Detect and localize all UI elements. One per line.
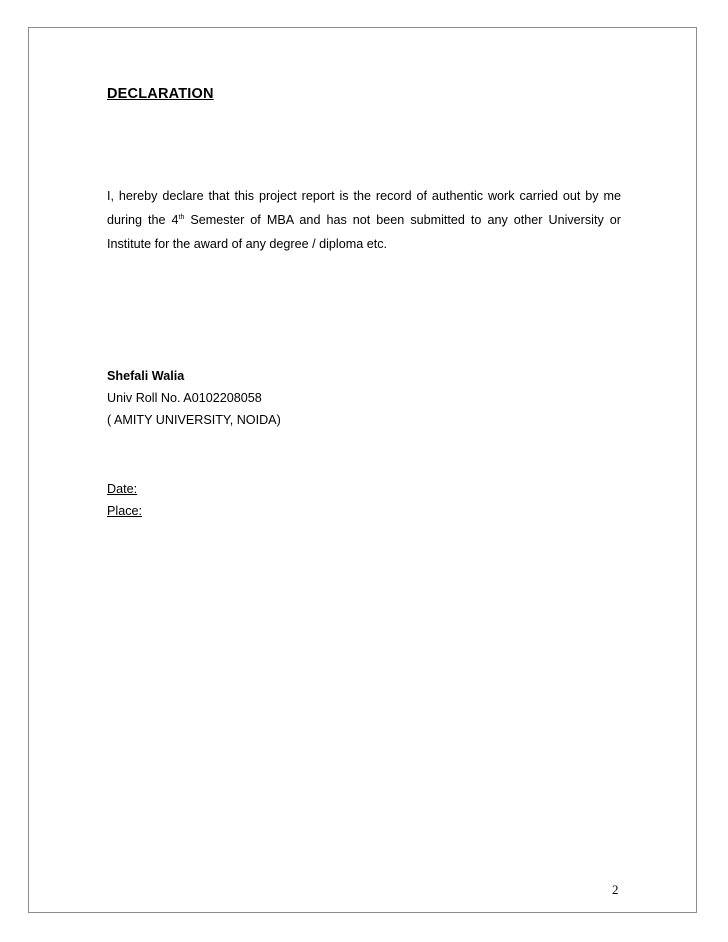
paragraph-line-2-start: during the 4 <box>107 213 179 227</box>
ordinal-suffix: th <box>178 213 185 221</box>
page-title: DECLARATION <box>107 86 214 102</box>
place-label: Place: <box>107 504 143 518</box>
date-place-block <box>107 478 142 522</box>
paragraph-line-2-end: Semester of MBA and has not been submitted to any other University or <box>184 213 621 227</box>
institution-name: ( AMITY UNIVERSITY, NOIDA) <box>107 413 281 427</box>
roll-number: Univ Roll No. A0102208058 <box>107 391 262 405</box>
declaration-paragraph <box>107 184 621 256</box>
signatory-name: Shefali Walia <box>107 369 185 383</box>
page-number: 2 <box>612 882 619 897</box>
paragraph-line-1: I, hereby declare that this project report is the record of authentic work carried out by me <box>107 189 621 203</box>
paragraph-line-3: Institute for the award of any degree / diploma etc. <box>107 237 388 251</box>
date-label: Date: <box>107 482 138 496</box>
signature-block <box>107 365 281 431</box>
paragraph-line-2 <box>107 208 621 232</box>
page-border <box>28 27 697 913</box>
